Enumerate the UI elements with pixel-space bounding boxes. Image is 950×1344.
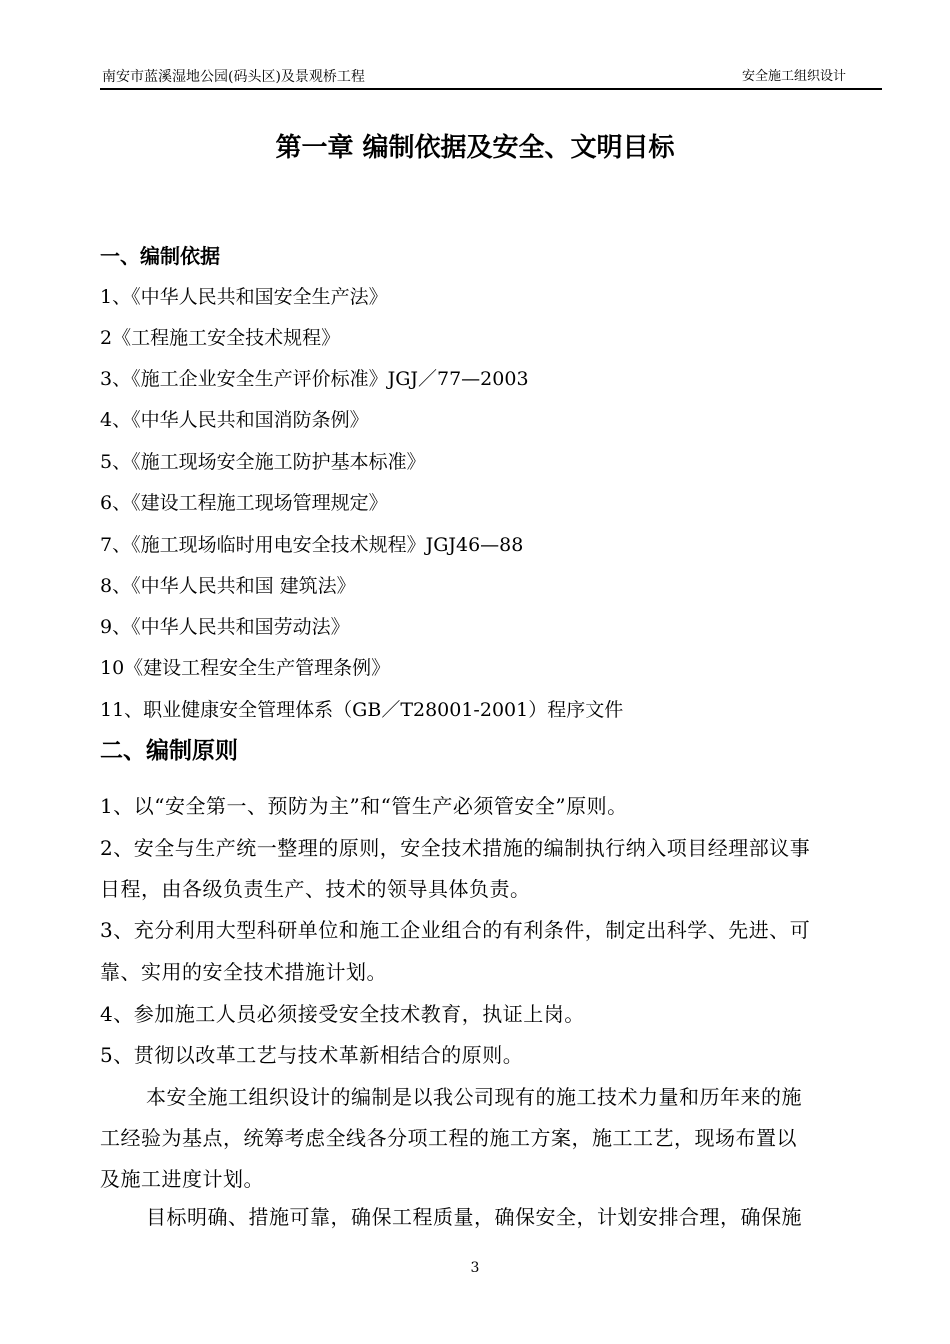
principle-line: 3、充分利用大型科研单位和施工企业组合的有利条件，制定出科学、先进、可 — [100, 918, 811, 942]
list-item: 11、职业健康安全管理体系（GB／T28001-2001）程序文件 — [100, 699, 624, 721]
list-item: 6、《建设工程施工现场管理规定》 — [100, 492, 388, 514]
section-heading-basis: 一、编制依据 — [100, 244, 220, 268]
list-item: 2《工程施工安全技术规程》 — [100, 327, 341, 349]
list-item: 10《建设工程安全生产管理条例》 — [100, 657, 391, 679]
page-number: 3 — [470, 1260, 480, 1276]
list-item: 1、《中华人民共和国安全生产法》 — [100, 286, 388, 308]
header-document-type: 安全施工组织设计 — [741, 69, 846, 84]
list-item: 7、《施工现场临时用电安全技术规程》JGJ46—88 — [100, 534, 524, 556]
paragraph-line: 本安全施工组织设计的编制是以我公司现有的施工技术力量和历年来的施 — [146, 1085, 802, 1109]
paragraph-line: 目标明确、措施可靠，确保工程质量，确保安全，计划安排合理，确保施 — [146, 1205, 802, 1229]
principle-line: 1、以“安全第一、预防为主”和“管生产必须管安全”原则。 — [100, 794, 628, 818]
list-item: 5、《施工现场安全施工防护基本标准》 — [100, 451, 426, 473]
page-header — [100, 66, 882, 90]
paragraph-line: 及施工进度计划。 — [100, 1167, 264, 1191]
principle-line: 5、贯彻以改革工艺与技术革新相结合的原则。 — [100, 1043, 524, 1067]
list-item: 3、《施工企业安全生产评价标准》JGJ／77—2003 — [100, 368, 529, 390]
paragraph-line: 工经验为基点，统筹考虑全线各分项工程的施工方案，施工工艺，现场布置以 — [100, 1126, 797, 1150]
principle-line: 日程，由各级负责生产、技术的领导具体负责。 — [100, 877, 531, 901]
list-item: 9、《中华人民共和国劳动法》 — [100, 616, 350, 638]
header-project-title: 南安市蓝溪湿地公园(码头区)及景观桥工程 — [102, 69, 365, 85]
chapter-title: 第一章 编制依据及安全、文明目标 — [275, 133, 675, 163]
section-heading-principles: 二、编制原则 — [100, 738, 238, 764]
principle-line: 4、参加施工人员必须接受安全技术教育，执证上岗。 — [100, 1002, 585, 1026]
principle-line: 靠、实用的安全技术措施计划。 — [100, 960, 387, 984]
list-item: 8、《中华人民共和国 建筑法》 — [100, 575, 356, 597]
list-item: 4、《中华人民共和国消防条例》 — [100, 409, 369, 431]
principle-line: 2、安全与生产统一整理的原则，安全技术措施的编制执行纳入项目经理部议事 — [100, 836, 811, 860]
